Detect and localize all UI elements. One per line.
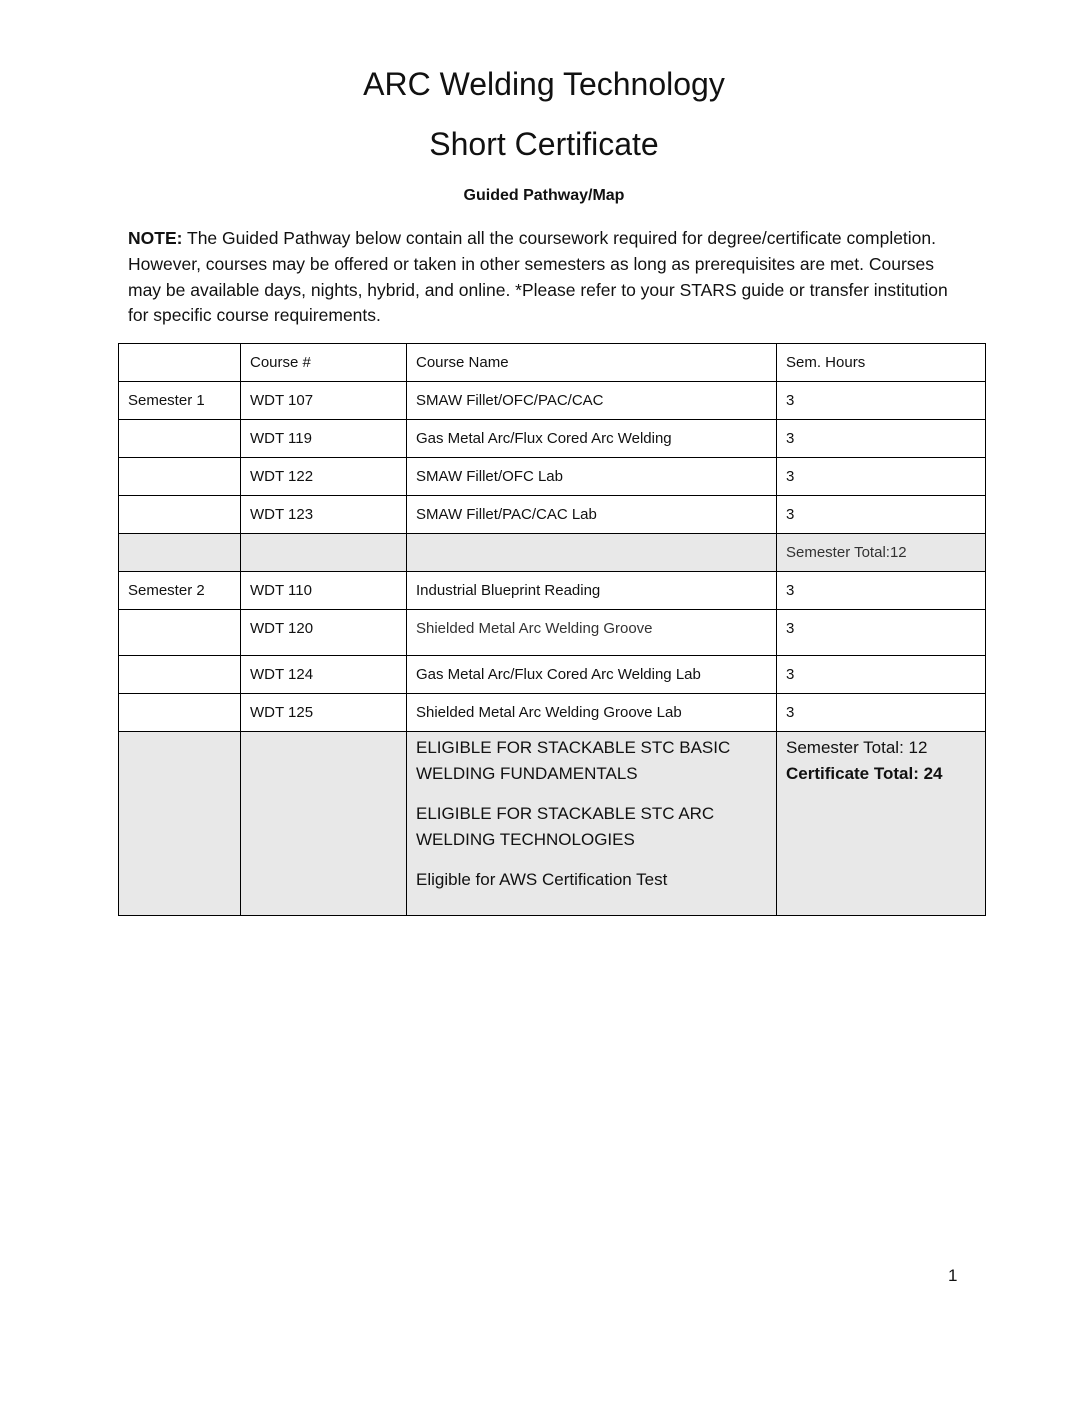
table-header-row: [119, 344, 986, 382]
semester-total-row: [119, 534, 986, 572]
table-row: [119, 572, 986, 610]
header-cell-term: [119, 344, 241, 382]
course-number: WDT 119: [241, 420, 407, 458]
course-name: SMAW Fillet/OFC Lab: [407, 458, 777, 496]
table-row: [119, 656, 986, 694]
certificate-total: Certificate Total: 24: [786, 764, 943, 783]
course-hours: 3: [777, 572, 986, 610]
eligibility-item: ELIGIBLE FOR STACKABLE STC BASIC WELDING FUNDAMENTALS: [416, 738, 731, 783]
note-text: The Guided Pathway below contain all the coursework required for degree/certificate completion. However, courses may be offered or taken in other semesters as long as prerequisites are met. Courses may be available days, nights, hybrid, and online. *Please refer to your STARS guide or transfer institution for specific course requirements.: [128, 228, 948, 326]
semester-label-empty: [119, 694, 241, 732]
header-cell-sem-hours: Sem. Hours: [777, 344, 986, 382]
course-number: WDT 110: [241, 572, 407, 610]
course-hours: 3: [777, 382, 986, 420]
course-hours: 3: [777, 656, 986, 694]
semester-label: Semester 2: [119, 572, 241, 610]
semester-label-empty: [119, 656, 241, 694]
course-number: WDT 124: [241, 656, 407, 694]
note-paragraph: [128, 226, 958, 329]
course-number: WDT 120: [241, 610, 407, 656]
course-hours: 3: [777, 610, 986, 656]
header-cell-course-number: Course #: [241, 344, 407, 382]
eligibility-notes: [407, 732, 777, 916]
empty-cell: [119, 732, 241, 916]
table-row: [119, 458, 986, 496]
table-row: [119, 496, 986, 534]
semester2-total: Semester Total: 12: [786, 738, 928, 757]
table-row: [119, 694, 986, 732]
semester-label: Semester 1: [119, 382, 241, 420]
course-hours: 3: [777, 496, 986, 534]
eligibility-item: Eligible for AWS Certification Test: [416, 870, 668, 889]
semester2-summary-row: [119, 732, 986, 916]
course-name: Shielded Metal Arc Welding Groove Lab: [407, 694, 777, 732]
course-number: WDT 107: [241, 382, 407, 420]
course-name: Shielded Metal Arc Welding Groove: [407, 610, 777, 656]
course-number: WDT 125: [241, 694, 407, 732]
table-row: [119, 382, 986, 420]
semester-label-empty: [119, 610, 241, 656]
course-name: Gas Metal Arc/Flux Cored Arc Welding Lab: [407, 656, 777, 694]
totals-cell: [777, 732, 986, 916]
course-hours: 3: [777, 458, 986, 496]
table-row: [119, 420, 986, 458]
course-name: SMAW Fillet/OFC/PAC/CAC: [407, 382, 777, 420]
course-hours: 3: [777, 694, 986, 732]
page-number: 1: [948, 1266, 958, 1285]
empty-cell: [241, 732, 407, 916]
guided-pathway-heading: Guided Pathway/Map: [463, 187, 625, 204]
semester-label-empty: [119, 496, 241, 534]
table-row: [119, 610, 986, 656]
note-label: NOTE:: [128, 228, 183, 248]
pathway-table: [118, 343, 986, 916]
header-cell-course-name: Course Name: [407, 344, 777, 382]
semester1-total: Semester Total:12: [777, 534, 986, 572]
empty-cell: [119, 534, 241, 572]
course-number: WDT 122: [241, 458, 407, 496]
empty-cell: [407, 534, 777, 572]
document-subtitle-certificate: Short Certificate: [429, 126, 659, 162]
course-name: SMAW Fillet/PAC/CAC Lab: [407, 496, 777, 534]
document-title: ARC Welding Technology: [363, 66, 725, 102]
eligibility-item: ELIGIBLE FOR STACKABLE STC ARC WELDING TECHNOLOGIES: [416, 804, 715, 849]
course-name: Industrial Blueprint Reading: [407, 572, 777, 610]
empty-cell: [241, 534, 407, 572]
course-name: Gas Metal Arc/Flux Cored Arc Welding: [407, 420, 777, 458]
semester-label-empty: [119, 420, 241, 458]
course-number: WDT 123: [241, 496, 407, 534]
course-hours: 3: [777, 420, 986, 458]
semester-label-empty: [119, 458, 241, 496]
